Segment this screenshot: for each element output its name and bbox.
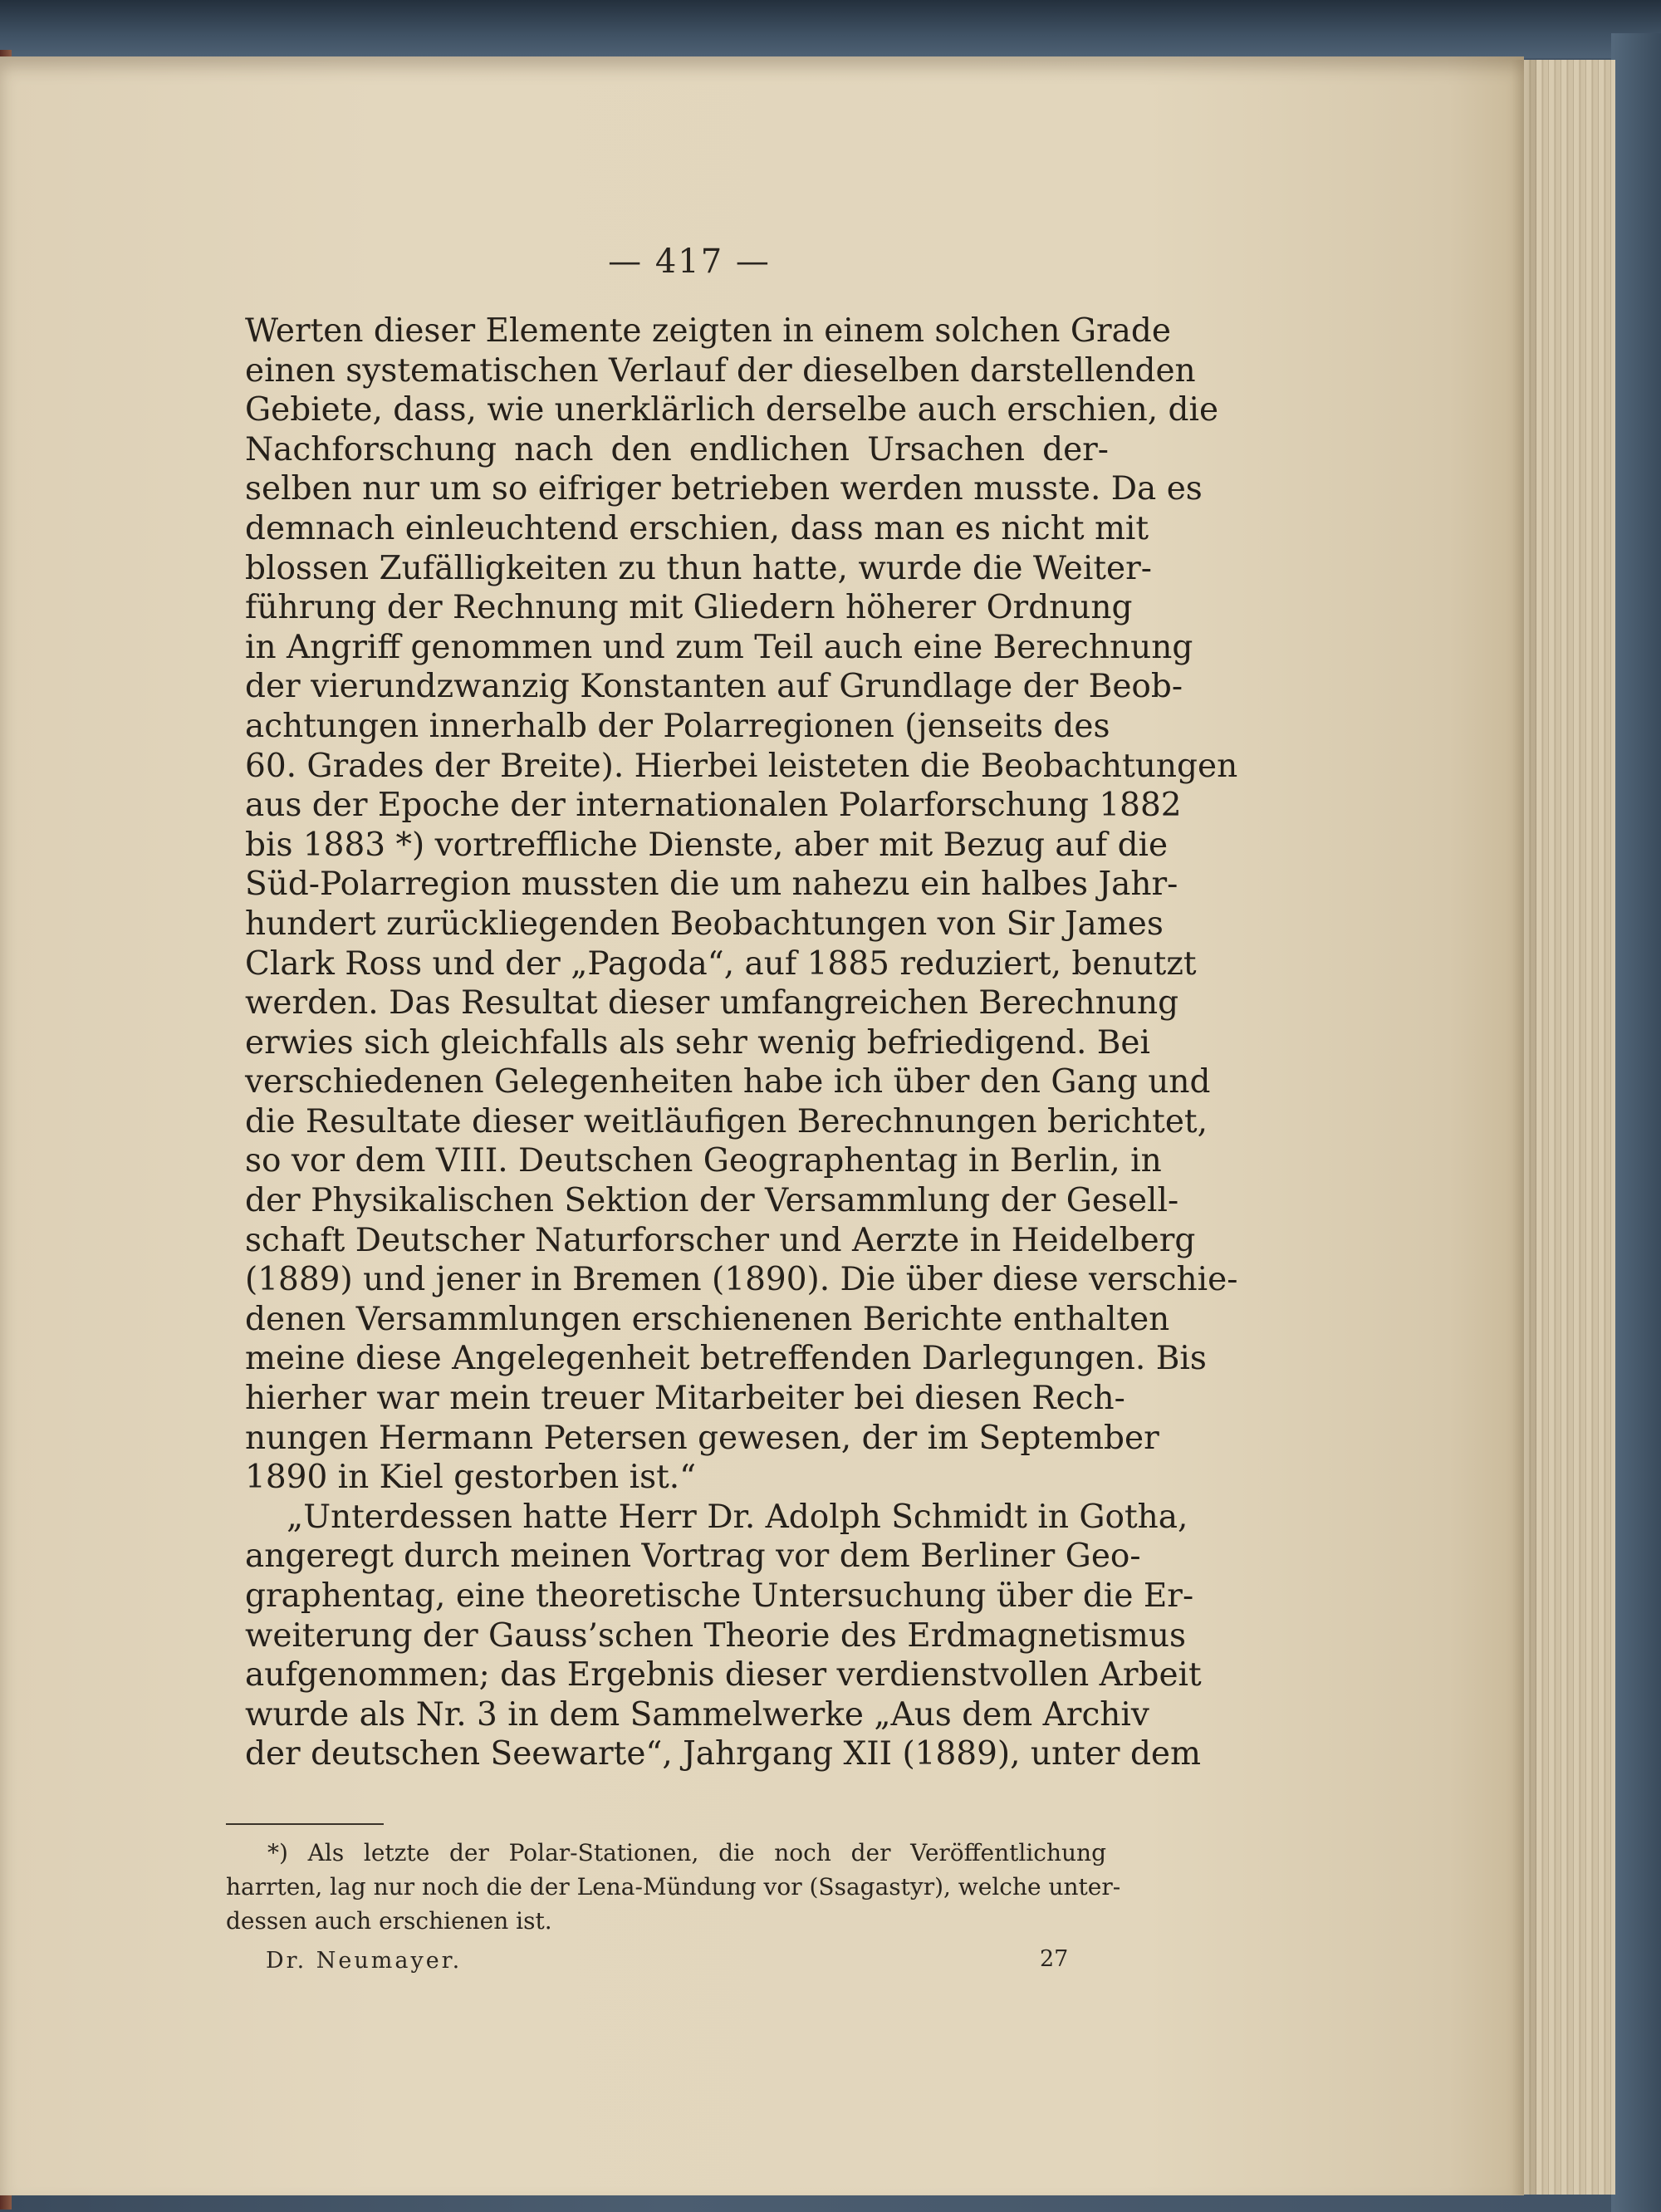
text-line: aufgenommen; das Ergebnis dieser verdienstvollen Arbeit — [245, 1656, 1202, 1695]
text-line: Süd-Polarregion mussten die um nahezu ein halbes Jahr- — [245, 866, 1178, 904]
text-line: (1889) und jener in Bremen (1890). Die über diese verschie- — [245, 1261, 1238, 1299]
cover-top-edge — [0, 0, 1661, 58]
text-line: Nachforschung nach den endlichen Ursachen der- — [245, 430, 1109, 468]
text-line: schaft Deutscher Naturforscher und Aerzte in Heidelberg — [245, 1221, 1196, 1259]
text-line: Gebiete, dass, wie unerklärlich derselbe auch erschien, die — [245, 391, 1219, 429]
text-line: 1890 in Kiel gestorben ist.“ — [245, 1459, 697, 1497]
text-line: 60. Grades der Breite). Hierbei leisteten die Beobachtungen — [245, 747, 1238, 785]
body-text — [245, 311, 1238, 1774]
text-line: der vierundzwanzig Konstanten auf Grundlage der Beob- — [245, 668, 1183, 706]
cover-right-edge — [1611, 33, 1661, 2212]
text-line: nungen Hermann Petersen gewesen, der im September — [245, 1419, 1159, 1457]
text-line: Werten dieser Elemente zeigten in einem solchen Grade — [245, 312, 1171, 350]
text-line: meine diese Angelegenheit betreffenden Darlegungen. Bis — [245, 1340, 1207, 1378]
text-line: einen systematischen Verlauf der dieselben darstellenden — [245, 351, 1196, 390]
footnote — [226, 1836, 1121, 1938]
footnote-line: *) Als letzte der Polar-Stationen, die noch der Veröffentlichung — [267, 1839, 1106, 1866]
footnote-line: dessen auch erschienen ist. — [226, 1907, 552, 1935]
text-line: demnach einleuchtend erschien, dass man es nicht mit — [245, 509, 1149, 547]
text-line: graphentag, eine theoretische Untersuchung über die Er- — [245, 1577, 1194, 1615]
text-line: führung der Rechnung mit Gliedern höherer Ordnung — [245, 589, 1133, 627]
page-stack-edges — [1524, 60, 1615, 2195]
footnote-line: harrten, lag nur noch die der Lena-Mündung vor (Ssagastyr), welche unter- — [226, 1873, 1121, 1901]
signature-mark: Dr. Neumayer. — [266, 1948, 463, 1974]
text-line: angeregt durch meinen Vortrag vor dem Berliner Geo- — [245, 1538, 1141, 1576]
text-line: weiterung der Gauss’schen Theorie des Erdmagnetismus — [245, 1616, 1187, 1655]
text-line: „Unterdessen hatte Herr Dr. Adolph Schmidt in Gotha, — [287, 1498, 1188, 1536]
text-line: Clark Ross und der „Pagoda“, auf 1885 reduziert, benutzt — [245, 944, 1197, 983]
text-line: achtungen innerhalb der Polarregionen (jenseits des — [245, 707, 1110, 745]
footnote-rule — [226, 1823, 384, 1825]
text-line: werden. Das Resultat dieser umfangreichen Berechnung — [245, 984, 1179, 1023]
text-line: der deutschen Seewarte“, Jahrgang XII (1889), unter dem — [245, 1735, 1201, 1773]
text-line: erwies sich gleichfalls als sehr wenig befriedigend. Bei — [245, 1023, 1150, 1062]
text-line: aus der Epoche der internationalen Polarforschung 1882 — [245, 787, 1182, 825]
page-number: — 417 — — [608, 243, 771, 281]
text-line: blossen Zufälligkeiten zu thun hatte, wurde die Weiter- — [245, 549, 1152, 587]
text-line: selben nur um so eifriger betrieben werden musste. Da es — [245, 470, 1203, 508]
text-line: wurde als Nr. 3 in dem Sammelwerke „Aus dem Archiv — [245, 1695, 1149, 1734]
page-edge-shadow — [1512, 60, 1536, 2195]
text-line: bis 1883 *) vortreffliche Dienste, aber mit Bezug auf die — [245, 826, 1169, 864]
text-line: der Physikalischen Sektion der Versammlung der Gesell- — [245, 1182, 1179, 1220]
text-line: so vor dem VIII. Deutschen Geographentag in Berlin, in — [245, 1142, 1162, 1180]
text-line: verschiedenen Gelegenheiten habe ich über den Gang und — [245, 1063, 1211, 1101]
text-line: in Angriff genommen und zum Teil auch eine Berechnung — [245, 628, 1193, 666]
text-line: hierher war mein treuer Mitarbeiter bei diesen Rech- — [245, 1380, 1125, 1418]
text-line: die Resultate dieser weitläufigen Berechnungen berichtet, — [245, 1102, 1208, 1140]
text-line: hundert zurückliegenden Beobachtungen von Sir James — [245, 905, 1164, 943]
sheet-number: 27 — [1040, 1946, 1069, 1972]
text-line: denen Versammlungen erschienenen Berichte enthalten — [245, 1300, 1170, 1338]
